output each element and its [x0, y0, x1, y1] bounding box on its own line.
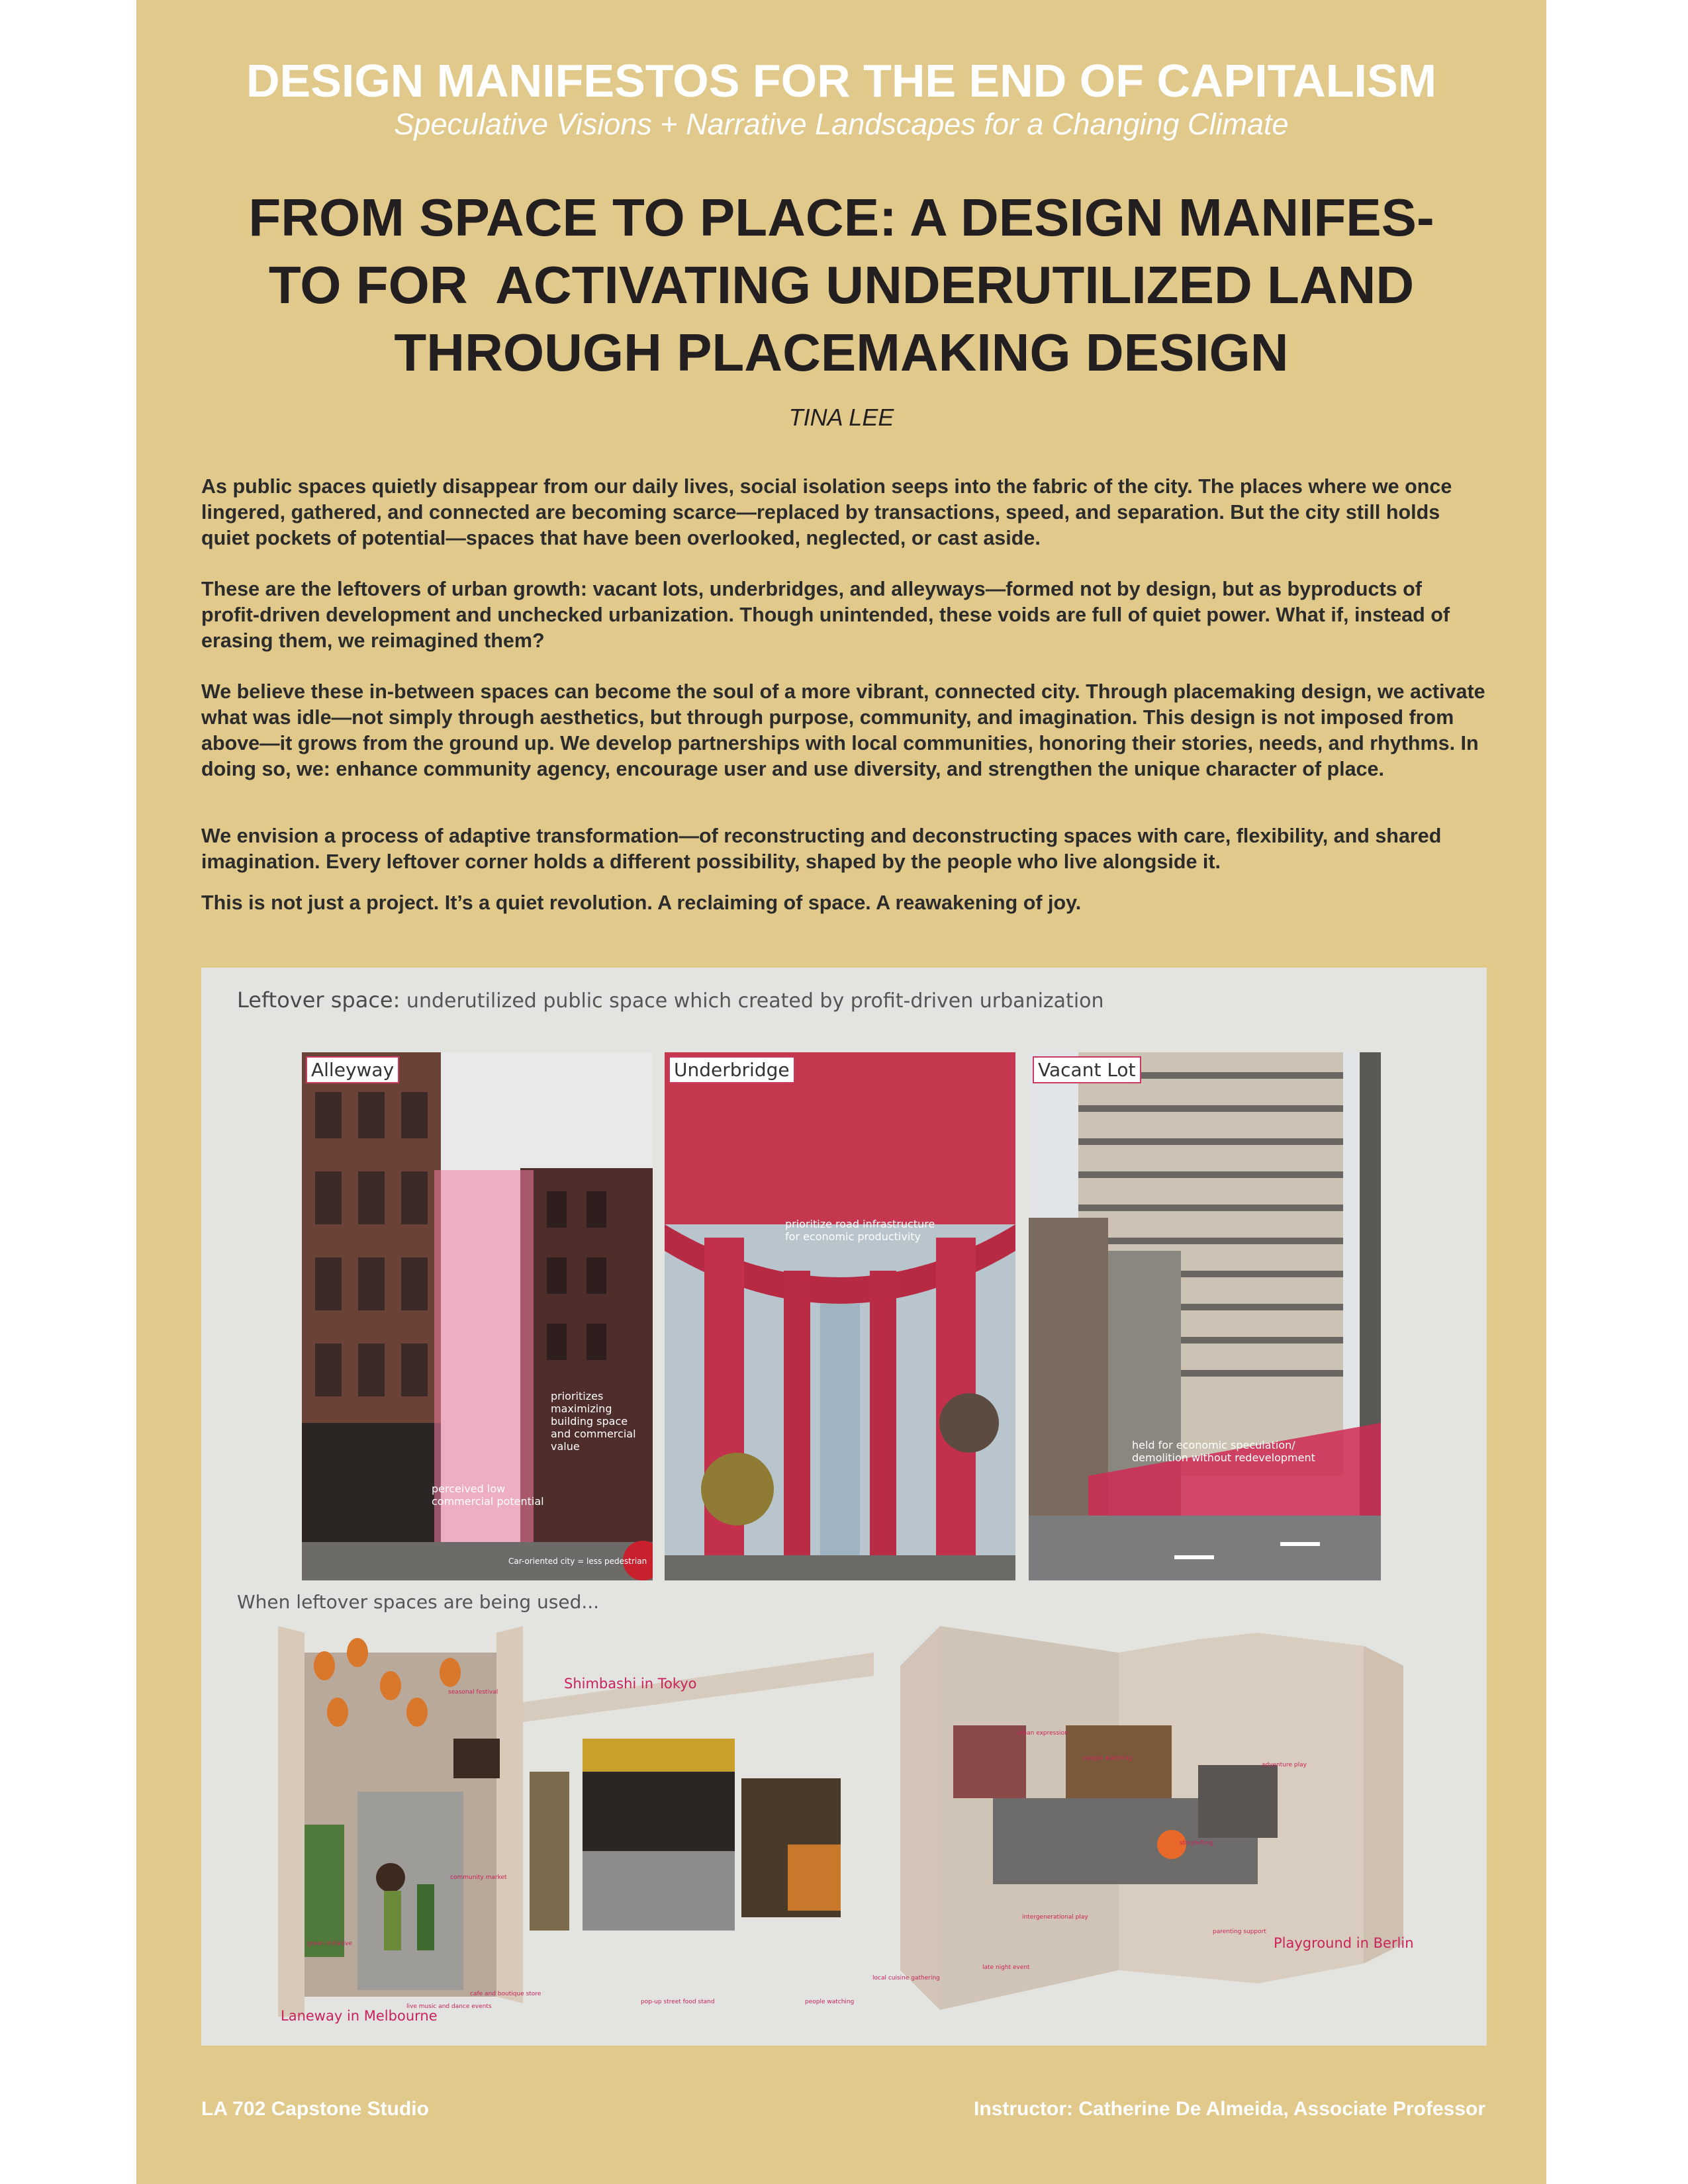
collage-tag: parenting support — [1213, 1929, 1266, 1935]
collage-tag: late night event — [982, 1964, 1030, 1971]
footer-left: LA 702 Capstone Studio — [201, 2098, 429, 2120]
series-title: DESIGN MANIFESTOS FOR THE END OF CAPITALISM — [246, 55, 1437, 107]
series-subtitle: Speculative Visions + Narrative Landscapes for a Changing Climate — [394, 107, 1289, 141]
collage-tag: intergenerational play — [1022, 1914, 1088, 1921]
alleyway-photo — [302, 1052, 653, 1580]
underbridge-photo — [665, 1052, 1015, 1580]
collage-tag: green initiative — [307, 1940, 352, 1947]
paragraph: This is not just a project. It’s a quiet revolution. A reclaiming of space. A reawakening of joy. — [201, 891, 1082, 914]
photo-annotation: prioritize road infrastructure for economic productivity — [785, 1218, 935, 1243]
panel-heading — [237, 987, 1104, 1013]
photo-annotation: held for economic speculation/ demolition without redevelopment — [1132, 1439, 1315, 1464]
collage-illustration — [278, 1626, 1436, 2023]
collage-place-label: Laneway in Melbourne — [281, 2008, 438, 2024]
collage-tag: people watching — [805, 1999, 855, 2005]
collage-tag: urban expression — [1017, 1730, 1068, 1737]
vacant-lot-photo — [1029, 1052, 1381, 1580]
collage-tag: people watching — [1083, 1755, 1133, 1762]
panel-heading-rest: underutilized public space which created by profit-driven urbanization — [400, 989, 1104, 1013]
photo-annotation: Car-oriented city = less pedestrian — [508, 1557, 647, 1566]
poster — [136, 0, 1546, 2184]
author: TINA LEE — [788, 404, 894, 431]
panel-heading-lead: Leftover space: — [237, 987, 400, 1013]
collage-tag: community market — [450, 1874, 507, 1881]
collage-tag: adventure play — [1262, 1762, 1307, 1768]
main-title-line: FROM SPACE TO PLACE: A DESIGN MANIFES- — [248, 188, 1434, 247]
footer-right: Instructor: Catherine De Almeida, Associate Professor — [974, 2098, 1485, 2120]
collage-tag: seasonal festival — [448, 1689, 498, 1696]
photo-label: Underbridge — [669, 1056, 795, 1083]
photo-label: Alleyway — [306, 1056, 399, 1083]
main-title-line: THROUGH PLACEMAKING DESIGN — [394, 323, 1289, 382]
used-heading: When leftover spaces are being used... — [237, 1591, 600, 1613]
collage-tag: storytelling — [1180, 1840, 1213, 1846]
photo-annotation: prioritizes maximizing building space and commercial value — [551, 1390, 636, 1453]
collage-tag: pop-up street food stand — [641, 1999, 715, 2005]
paragraph: As public spaces quietly disappear from our daily lives, social isolation seeps into the fabric of the city. The places where we once lingered, gathered, and connected are becoming scarce—replaced by transactions, speed, and separation. But the city still holds quiet pockets of potential—spaces that have been overlooked, neglected, or cast aside. — [201, 475, 1452, 549]
collage-tag: live music and dance events — [406, 2003, 492, 2010]
paragraph: We envision a process of adaptive transformation—of reconstructing and deconstructing spaces with care, flexibility, and shared imagination. Every leftover corner holds a different possibility, shaped by the people who live alongside it. — [201, 825, 1442, 873]
vacant-lot-illustration — [1029, 1052, 1381, 1580]
paragraph: These are the leftovers of urban growth: vacant lots, underbridges, and alleyways—formed not by design, but as byproducts of profit-driven development and unchecked urbanization. Though unintended, these voids are full of quiet power. What if, instead of erasing them, we reimagined them? — [201, 578, 1450, 652]
image-panel — [201, 968, 1487, 2046]
collage-tag: local cuisine gathering — [872, 1975, 940, 1981]
paragraph: We believe these in-between spaces can become the soul of a more vibrant, connected city. Through placemaking design, we activate what was idle—not simply through aesthetics, but through purpose, community, and imagination. This design is not imposed from above—it grows from the ground up. We develop partnerships with local communities, honoring their stories, needs, and rhythms. In doing so, we: enhance community agency, encourage user and use diversity, and strengthen the unique character of place. — [201, 680, 1485, 780]
underbridge-illustration — [665, 1052, 1015, 1580]
collage-place-label: Playground in Berlin — [1274, 1935, 1414, 1951]
photo-label: Vacant Lot — [1033, 1056, 1141, 1083]
photo-annotation: perceived low commercial potential — [432, 1482, 544, 1508]
collage-place-label: Shimbashi in Tokyo — [564, 1676, 697, 1692]
main-title — [203, 184, 1480, 387]
main-title-line: TO FOR ACTIVATING UNDERUTILIZED LAND — [268, 255, 1415, 314]
collage-tag: cafe and boutique store — [470, 1991, 541, 1997]
